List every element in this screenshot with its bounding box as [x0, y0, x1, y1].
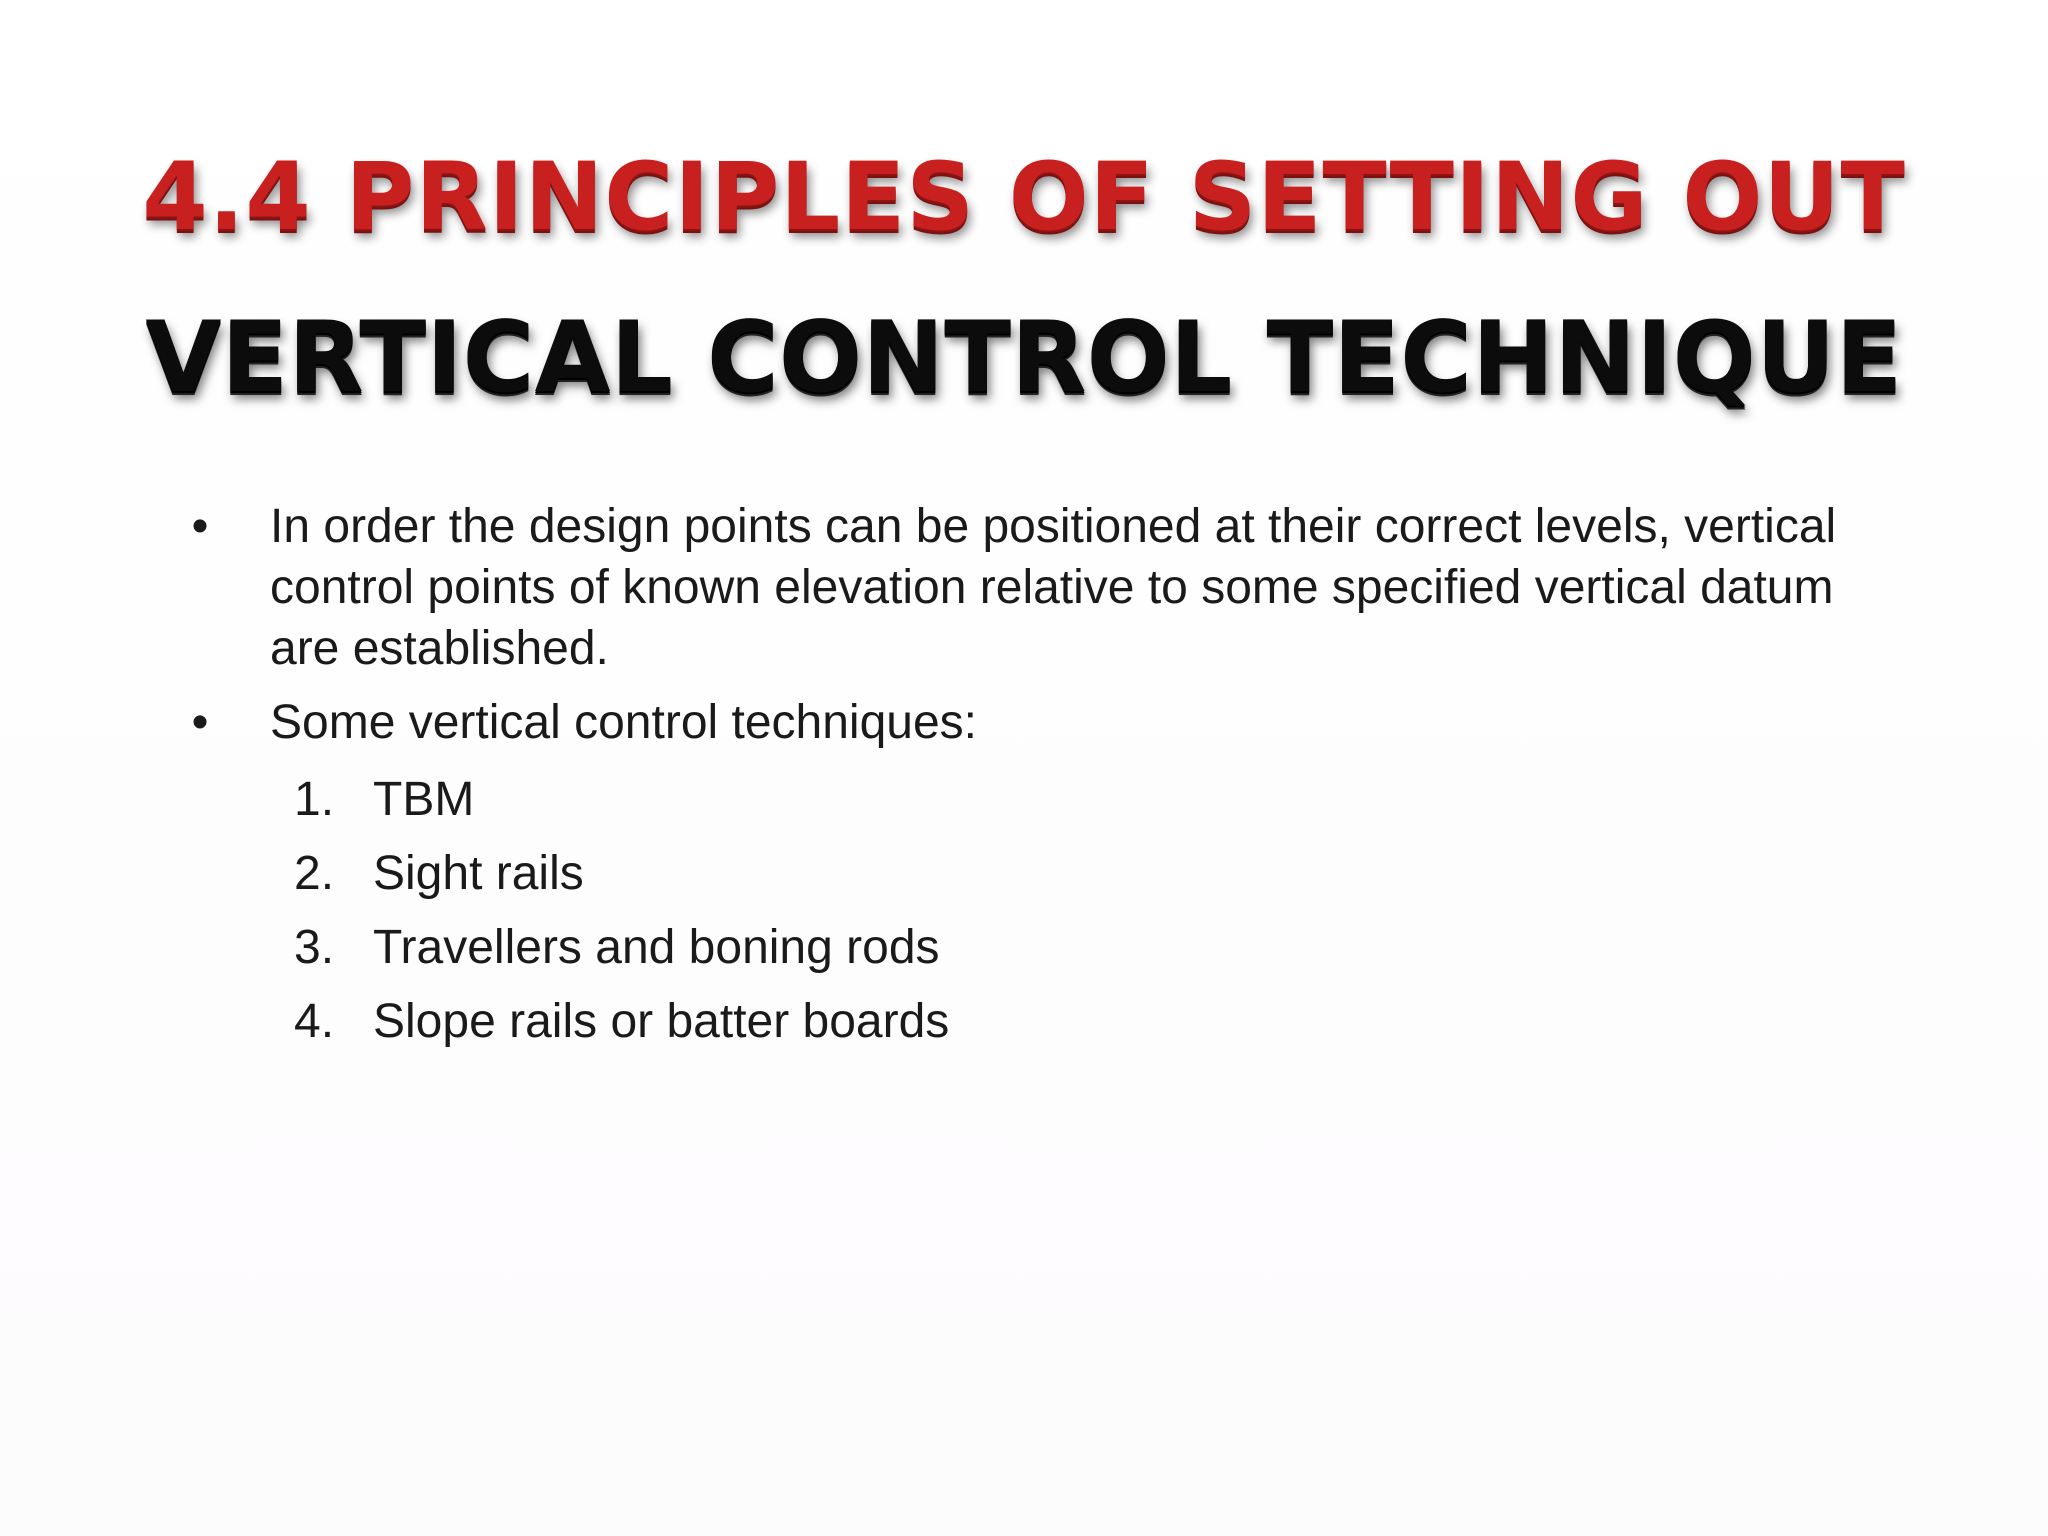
list-number: 1. — [294, 773, 335, 826]
list-number: 4. — [294, 995, 335, 1048]
list-number: 2. — [294, 847, 335, 900]
list-text: Travellers and boning rods — [373, 921, 940, 974]
bullet-item — [190, 496, 1840, 679]
slide-subtitle: VERTICAL CONTROL TECHNIQUE — [145, 301, 1903, 415]
list-text: Slope rails or batter boards — [373, 995, 950, 1048]
bullet-text: Some vertical control techniques: — [270, 696, 978, 749]
bullet-icon: • — [191, 696, 209, 749]
list-item — [190, 763, 1840, 837]
list-text: Sight rails — [373, 847, 584, 900]
list-item — [190, 985, 1840, 1059]
technique-list — [190, 763, 1840, 1059]
list-item — [190, 837, 1840, 911]
list-number: 3. — [294, 921, 335, 974]
list-text: TBM — [373, 773, 475, 826]
list-item — [190, 911, 1840, 985]
bullet-text: In order the design points can be positioned at their correct levels, vertical control points of known elevation relative to some specified vertical datum are established. — [270, 500, 1837, 675]
slide-body — [190, 496, 1840, 1059]
bullet-icon: • — [191, 500, 209, 553]
slide-title: 4.4 PRINCIPLES OF SETTING OUT — [142, 143, 1906, 252]
bullet-item — [190, 692, 1840, 753]
